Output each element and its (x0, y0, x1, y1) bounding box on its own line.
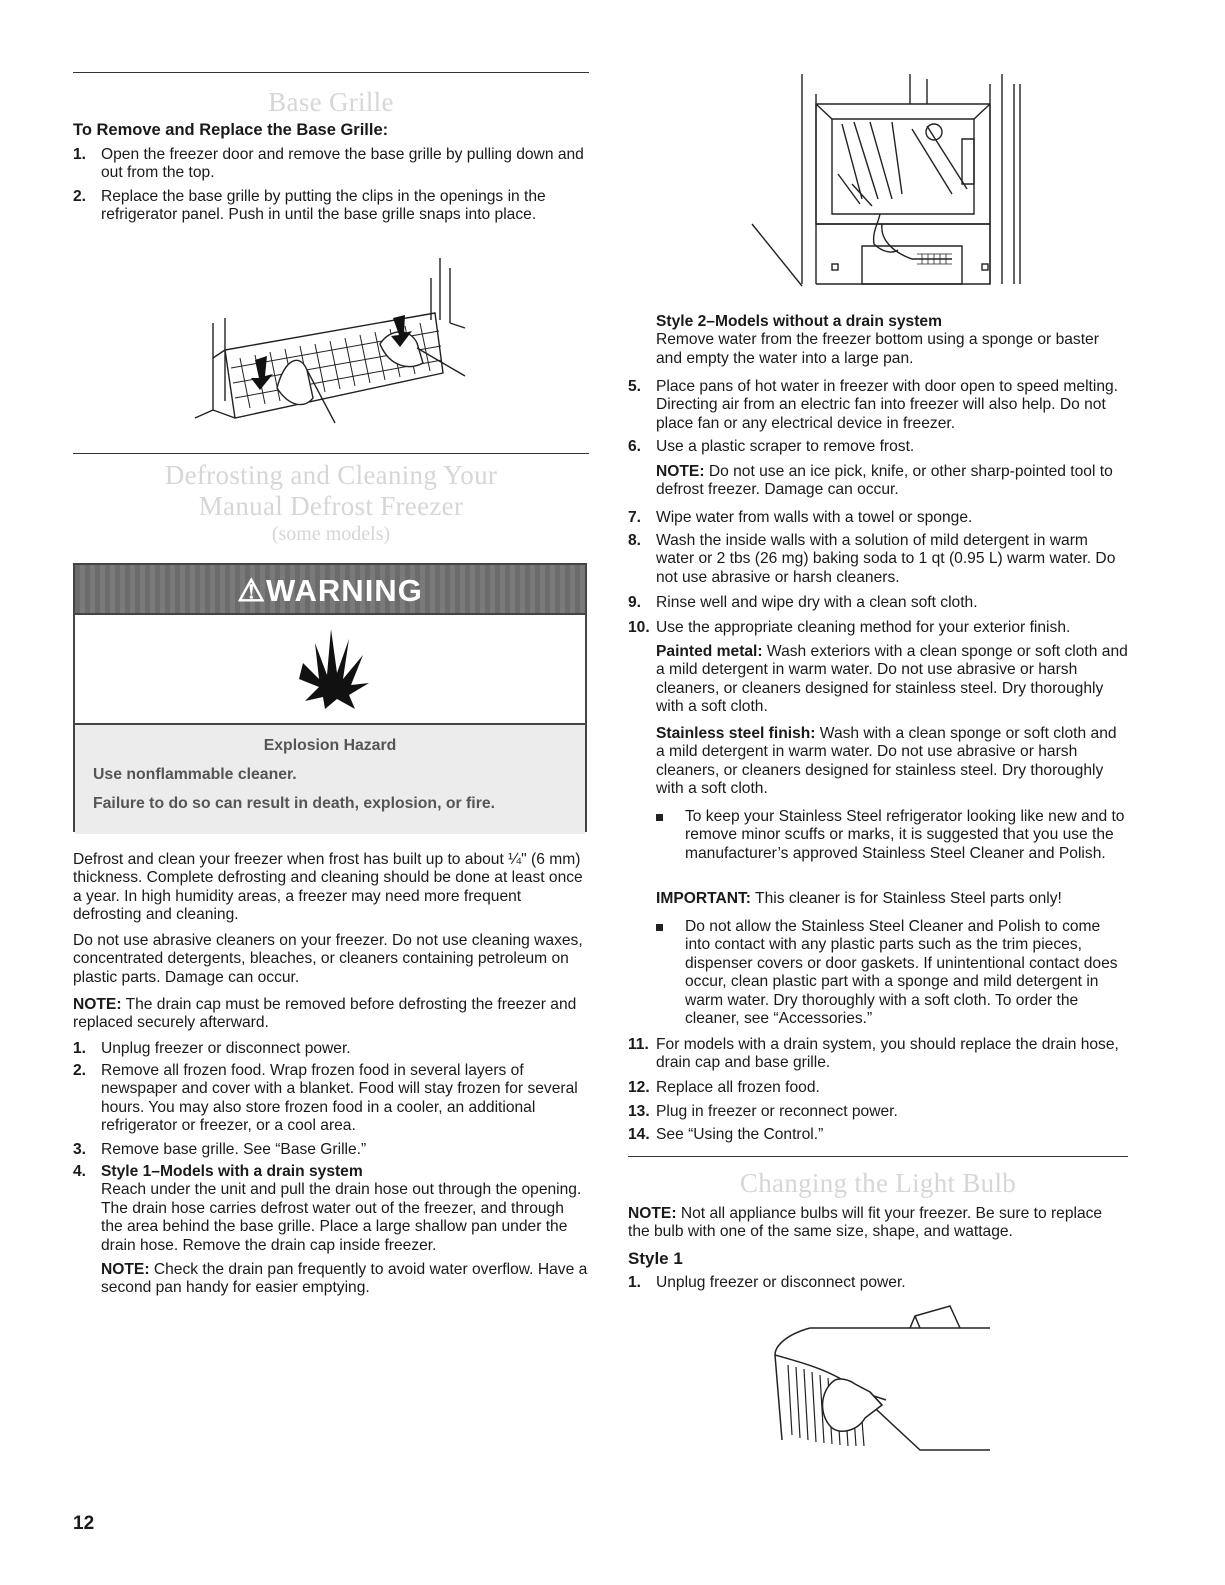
defrost-step-8 (628, 532, 1128, 588)
stainless-steel-paragraph (656, 725, 1128, 799)
defrost-step-10 (628, 619, 1128, 639)
note-text: Not all appliance bulbs will fit your freezer. Be sure to replace the bulb with one of the same size, shape, and wattage. (628, 1205, 1103, 1241)
defrost-paragraph-1: Defrost and clean your freezer when frost has built up to about ¼" (6 mm) thickness. Complete defrosting and cleaning should be done at least once a year. In high humidity areas, a freezer may need more frequent defrosting and cleaning. (73, 851, 583, 924)
defrost-step-9 (628, 594, 1128, 614)
defrost-subtitle: (some models) (271, 523, 391, 545)
painted-metal-paragraph (656, 643, 1128, 717)
warning-hazard: Explosion Hazard (263, 737, 397, 754)
step-number: 2. (73, 1062, 87, 1079)
step-text: Unplug freezer or disconnect power. (656, 1274, 906, 1291)
step-number: 1. (628, 1274, 642, 1291)
note-label: NOTE: (73, 996, 122, 1013)
step-number: 13. (628, 1103, 650, 1120)
page-number: 12 (73, 1513, 95, 1534)
bullet-text: To keep your Stainless Steel refrigerator looking like new and to remove minor scuffs or marks, it is suggested that you use the manufacturer’s approved Stainless Steel Cleaner and Polish. (685, 808, 1125, 862)
step-text: Use the appropriate cleaning method for your exterior finish. (656, 619, 1071, 636)
step-4-note (101, 1261, 589, 1298)
defrost-step-4 (73, 1163, 589, 1343)
step-number: 3. (73, 1141, 87, 1158)
base-grille-subheading: To Remove and Replace the Base Grille: (73, 121, 389, 139)
important-text: This cleaner is for Stainless Steel parts only! (751, 890, 1062, 907)
freezer-drain-illustration (752, 74, 1032, 302)
stainless-bullet-2 (656, 918, 1128, 1032)
defrost-step-1 (73, 1040, 589, 1060)
defrost-step-11 (628, 1036, 1128, 1074)
step-number: 1. (73, 146, 87, 163)
step-text: Plug in freezer or reconnect power. (656, 1103, 898, 1120)
defrost-step-13 (628, 1103, 1128, 1123)
step-text: Use a plastic scraper to remove frost. (656, 438, 915, 455)
step-number: 4. (73, 1163, 87, 1180)
painted-metal-text: Wash exteriors with a clean sponge or soft cloth and a mild detergent in warm water. Do not use abrasive or harsh cleaners, or cleaners designed for stainless steel. Dry thoroughly with a soft cloth. (656, 643, 1128, 716)
warning-box (73, 563, 587, 832)
step-number: 5. (628, 378, 642, 395)
step-number: 2. (73, 188, 87, 205)
base-grille-illustration (195, 258, 485, 430)
step-text: Replace the base grille by putting the clips in the openings in the refrigerator panel. Push in until the base grille snaps into place. (101, 188, 546, 224)
step-text: Open the freezer door and remove the base grille by pulling down and out from the top. (101, 146, 584, 182)
warning-banner (75, 565, 585, 615)
step-text: Remove all frozen food. Wrap frozen food in several layers of newspaper and cover with a blanket. Food will stay frozen for several hours. You may also store frozen food in a cooler, an additional refrigerator or freezer, or a cool area. (101, 1062, 578, 1135)
step-4-text: Reach under the unit and pull the drain hose out through the opening. The drain hose carries defrost water out of the freezer, and through the area behind the base grille. Place a large shallow pan under the drain hose. Remove the drain cap inside freezer. (101, 1181, 582, 1254)
step-text: Replace all frozen food. (656, 1079, 820, 1096)
light-bulb-title: Changing the Light Bulb (739, 1168, 1017, 1198)
base-grille-title: Base Grille (268, 87, 394, 117)
stainless-bullet-1 (656, 808, 1128, 884)
step-text: Place pans of hot water in freezer with door open to speed melting. Directing air from an electric fan into freezer will also help. Do not place fan or any electrical device in freezer. (656, 378, 1119, 432)
defrost-title-line-1: Defrosting and Cleaning Your (164, 460, 498, 490)
step-4-heading: Style 1–Models with a drain system (101, 1163, 363, 1180)
step-text: Wipe water from walls with a towel or sponge. (656, 509, 973, 526)
base-grille-step-1 (73, 146, 589, 184)
note-text: Check the drain pan frequently to avoid water overflow. Have a second pan handy for easier emptying. (101, 1261, 588, 1297)
step-text: Rinse well and wipe dry with a clean soft cloth. (656, 594, 978, 611)
light-bulb-step-1 (628, 1274, 1128, 1294)
warning-message-area (75, 723, 585, 834)
step-number: 9. (628, 594, 642, 611)
important-label: IMPORTANT: (656, 890, 751, 907)
painted-metal-label: Painted metal: (656, 643, 763, 660)
base-grille-step-2 (73, 188, 589, 244)
step-number: 14. (628, 1126, 650, 1143)
warning-line-1: Use nonflammable cleaner. (93, 766, 297, 783)
stainless-steel-label: Stainless steel finish: (656, 725, 816, 742)
step-number: 6. (628, 438, 642, 455)
step-text: Wash the inside walls with a solution of mild detergent in warm water or 2 tbs (26 mg) baking soda to 1 qt (0.95 L) warm water. Do not use abrasive or harsh cleaners. (656, 532, 1116, 586)
note-text: Do not use an ice pick, knife, or other sharp-pointed tool to defrost freezer. Damage can occur. (656, 463, 1113, 499)
light-bulb-rule (628, 1156, 1128, 1157)
bullet-square (656, 814, 663, 821)
important-note (656, 890, 1128, 908)
defrost-step-3 (73, 1141, 589, 1161)
light-bulb-illustration (770, 1300, 1000, 1460)
note-label: NOTE: (656, 463, 705, 480)
warning-banner-text: ⚠WARNING (237, 573, 423, 608)
stainless-steel-text: Wash with a clean sponge or soft cloth and a mild detergent in warm water. Do not use abrasive or harsh cleaners, or cleaners designed for stainless steel. Dry thoroughly with a soft cloth. (656, 725, 1117, 798)
defrost-title-line-2: Manual Defrost Freezer (198, 491, 464, 521)
light-bulb-note (628, 1205, 1128, 1242)
defrost-step-5 (628, 378, 1128, 434)
top-rule (73, 72, 589, 73)
step-text: See “Using the Control.” (656, 1126, 824, 1143)
step-number: 1. (73, 1040, 87, 1057)
defrost-note (73, 996, 589, 1033)
note-label: NOTE: (628, 1205, 677, 1222)
step-text: For models with a drain system, you should replace the drain hose, drain cap and base grille. (656, 1036, 1119, 1072)
note-text: The drain cap must be removed before defrosting the freezer and replaced securely afterward. (73, 996, 577, 1032)
defrost-paragraph-2: Do not use abrasive cleaners on your freezer. Do not use cleaning waxes, concentrated detergents, bleaches, or cleaners containing petroleum on plastic parts. Damage can occur. (73, 932, 583, 986)
defrost-step-2 (73, 1062, 589, 1138)
step-number: 10. (628, 619, 650, 636)
style-2-text: Remove water from the freezer bottom using a sponge or baster and empty the water into a large pan. (656, 331, 1099, 367)
defrost-step-7 (628, 509, 1128, 529)
step-number: 11. (628, 1036, 649, 1053)
defrost-step-6 (628, 438, 1128, 458)
step-body (101, 1163, 589, 1298)
step-number: 12. (628, 1079, 650, 1096)
style-2-heading: Style 2–Models without a drain system (656, 313, 942, 330)
step-text: Remove base grille. See “Base Grille.” (101, 1141, 367, 1158)
style-2-block (656, 313, 1128, 368)
step-text: Unplug freezer or disconnect power. (101, 1040, 351, 1057)
step-6-note (656, 463, 1128, 500)
bullet-text: Do not allow the Stainless Steel Cleaner and Polish to come into contact with any plastic parts such as the trim pieces, dispenser covers or door gaskets. If unintentional contact does occur, clean plastic part with a sponge and mild detergent in warm water. Dry thoroughly with a soft cloth. To order the cleaner, see “Accessories.” (685, 918, 1118, 1028)
defrost-step-12 (628, 1079, 1128, 1099)
step-number: 8. (628, 532, 642, 549)
defrost-rule (73, 453, 589, 454)
warning-line-2: Failure to do so can result in death, explosion, or fire. (93, 795, 496, 812)
style-1-heading: Style 1 (628, 1249, 683, 1268)
step-number: 7. (628, 509, 642, 526)
defrost-step-14 (628, 1126, 1128, 1146)
note-label: NOTE: (101, 1261, 150, 1279)
explosion-icon (297, 623, 371, 709)
bullet-square (656, 924, 663, 931)
